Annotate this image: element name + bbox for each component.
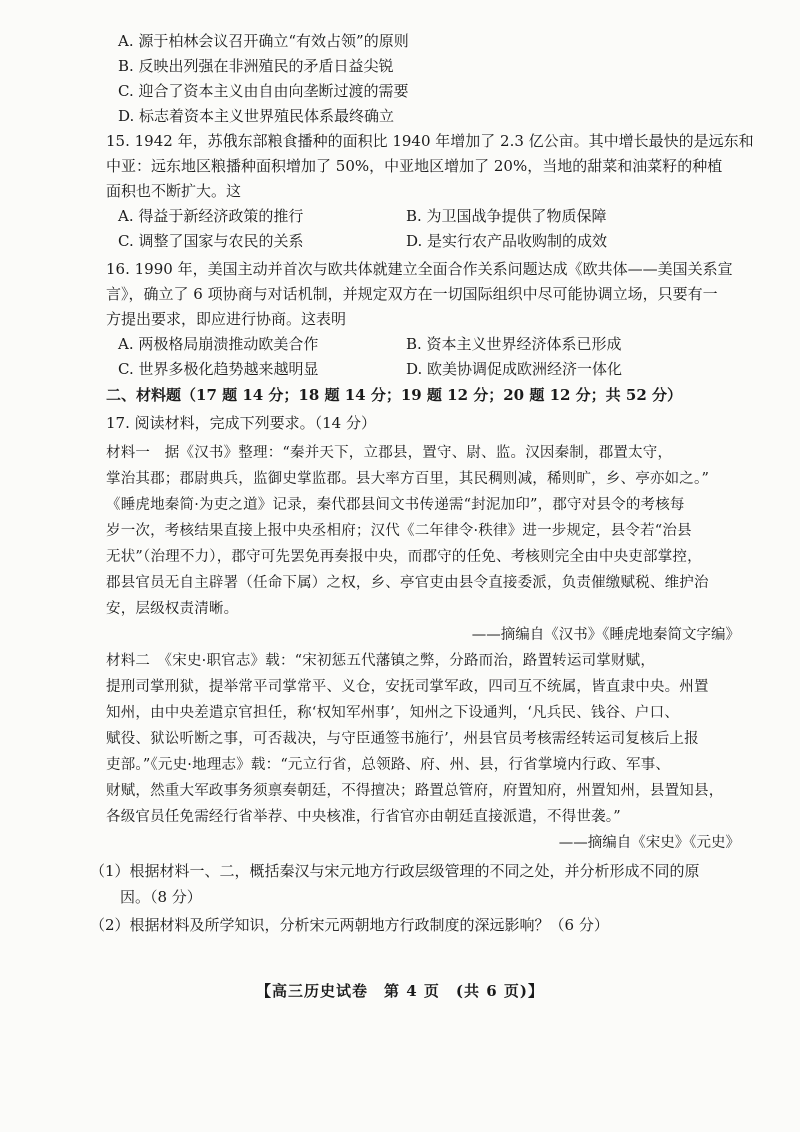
q16-option-b: B. 资本主义世界经济体系已形成 (406, 335, 622, 353)
q15-stem-line: 15. 1942 年，苏俄东部粮食播种的面积比 1940 年增加了 2.3 亿公亩。其中增长最快的是远东和 (106, 132, 754, 150)
q16-option-a: A. 两极格局崩溃推动欧美合作 (118, 335, 319, 353)
q16-stem-line: 方提出要求，即应进行协商。这表明 (106, 310, 347, 328)
q15-option-c: C. 调整了国家与农民的关系 (118, 232, 304, 250)
q14-option-c: C. 迎合了资本主义由自由向垄断过渡的需要 (118, 82, 409, 100)
q15-option-d: D. 是实行农产品收购制的成效 (406, 232, 608, 250)
material2-line: 吏部。”《元史·地理志》载：“元立行省，总领路、府、州、县，行省掌境内行政、军事、 (106, 757, 671, 773)
material2-line: 材料二 《宋史·职官志》载：“宋初惩五代藩镇之弊，分路而治，路置转运司掌财赋， (106, 653, 656, 669)
material1-line: 郡县官员无自主辟署（任命下属）之权，乡、亭官吏由县令直接委派，负责催缴赋税、维护治 (106, 575, 709, 591)
material2-line: 各级官员任免需经行省举荐、中央核准，行省官亦由朝廷直接派遣，不得世袭。” (106, 809, 621, 825)
q16-option-d: D. 欧美协调促成欧洲经济一体化 (406, 360, 623, 378)
material1-line: 岁一次，考核结果直接上报中央丞相府；汉代《二年律令·秩律》进一步规定，县令若“治县 (106, 523, 692, 539)
q17-sub1-line: 因。（8 分） (120, 888, 202, 906)
material2-source: ——摘编自《宋史》《元史》 (558, 835, 740, 851)
q14-option-a: A. 源于柏林会议召开确立“有效占领”的原则 (118, 32, 409, 50)
q14-option-b: B. 反映出列强在非洲殖民的矛盾日益尖锐 (118, 57, 394, 75)
material1-line: 《睡虎地秦简·为吏之道》记录，秦代郡县间文书传递需“封泥加印”，郡守对县令的考核每 (106, 497, 685, 513)
q17-sub2: （2）根据材料及所学知识，分析宋元两朝地方行政制度的深远影响？（6 分） (90, 916, 609, 934)
q15-stem-line: 面积也不断扩大。这 (106, 182, 242, 200)
material2-line: 赋役、狱讼听断之事，可否裁决，与守臣通签书施行’，州县官员考核需经转运司复核后上报 (106, 731, 699, 747)
material1-source: ——摘编自《汉书》《睡虎地秦简文字编》 (471, 627, 740, 643)
material2-line: 提刑司掌刑狱，提举常平司掌常平、义仓，安抚司掌军政，四司互不统属，皆直隶中央。州置 (106, 679, 709, 695)
section-heading: 二、材料题（17 题 14 分；18 题 14 分；19 题 12 分；20 题 12 分；共 52 分） (106, 386, 682, 404)
q15-stem-line: 中亚：远东地区粮播种面积增加了 50%，中亚地区增加了 20%，当地的甜菜和油菜籽的种植 (106, 157, 723, 175)
material1-line: 掌治其郡；郡尉典兵，监御史掌监郡。县大率方百里，其民稠则减，稀则旷，乡、亭亦如之。” (106, 471, 710, 487)
material2-line: 财赋，然重大军政事务须禀奏朝廷，不得擅决；路置总管府，府置知府，州置知州，县置知县， (106, 783, 724, 799)
q16-option-c: C. 世界多极化趋势越来越明显 (118, 360, 319, 378)
q17-sub1-line: （1）根据材料一、二，概括秦汉与宋元地方行政层级管理的不同之处，并分析形成不同的原 (90, 862, 700, 880)
q15-option-b: B. 为卫国战争提供了物质保障 (406, 207, 607, 225)
page-footer: 【高三历史试卷 第 4 页 (共 6 页)】 (256, 982, 544, 1000)
material1-line: 安，层级权责清晰。 (106, 601, 239, 617)
q16-stem-line: 16. 1990 年，美国主动并首次与欧共体就建立全面合作关系问题达成《欧共体——美国关系宣 (106, 260, 733, 278)
material1-line: 材料一 据《汉书》整理：“秦并天下，立郡县，置守、尉、监。汉因秦制，郡置太守， (106, 445, 673, 461)
q17-intro: 17. 阅读材料，完成下列要求。（14 分） (106, 414, 376, 432)
q14-option-d: D. 标志着资本主义世界殖民体系最终确立 (118, 107, 395, 125)
q16-stem-line: 言》，确立了 6 项协商与对话机制，并规定双方在一切国际组织中尽可能协调立场，只要有一 (106, 285, 718, 303)
material1-line: 无状”（治理不力），郡守可先罢免再奏报中央，而郡守的任免、考核则完全由中央吏部掌控， (106, 549, 702, 565)
material2-line: 知州，由中央差遣京官担任，称‘权知军州事’，知州之下设通判，‘凡兵民、钱谷、户口、 (106, 705, 680, 721)
q15-option-a: A. 得益于新经济政策的推行 (118, 207, 304, 225)
